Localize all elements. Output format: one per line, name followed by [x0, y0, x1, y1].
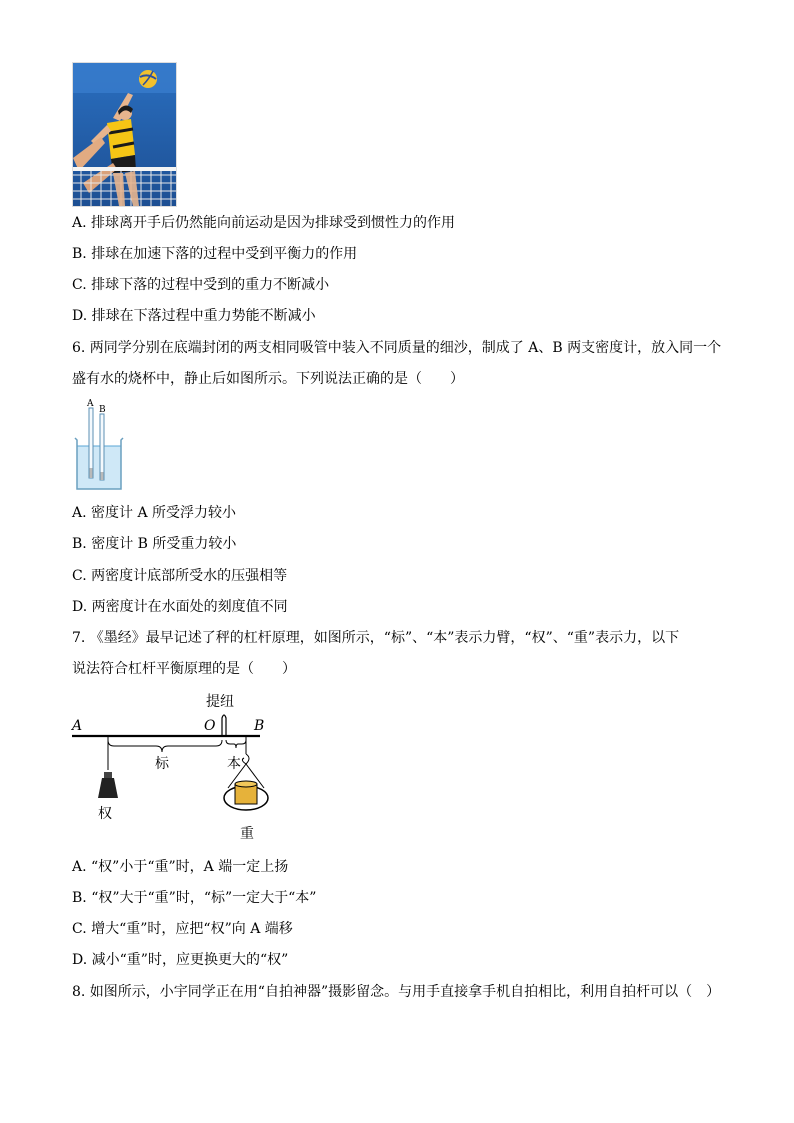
- q6-stem-line1: 6. 两同学分别在底端封闭的两支相同吸管中装入不同质量的细沙，制成了 A、B 两支密度计，放入同一个: [72, 340, 722, 356]
- q5-option-a: A. 排球离开手后仍然能向前运动是因为排球受到惯性力的作用: [72, 215, 456, 231]
- q6-stem-line2: 盛有水的烧杯中，静止后如图所示。下列说法正确的是（ ）: [72, 371, 464, 387]
- q7-option-a: A. “权”小于“重”时，A 端一定上扬: [72, 859, 289, 875]
- q5-option-b: B. 排球在加速下落的过程中受到平衡力的作用: [72, 246, 358, 262]
- q7-option-b: B. “权”大于“重”时，“标”一定大于“本”: [72, 890, 317, 906]
- q5-option-c: C. 排球下落的过程中受到的重力不断减小: [72, 277, 330, 293]
- steelyard-label-zhong: 重: [240, 826, 254, 842]
- volleyball-photo: [72, 62, 177, 207]
- steelyard-label-a: A: [72, 718, 83, 734]
- steelyard-label-b: B: [254, 718, 265, 734]
- q7-option-c: C. 增大“重”时，应把“权”向 A 端移: [72, 921, 293, 937]
- steelyard-label-ben: 本: [227, 756, 241, 772]
- q6-option-a: A. 密度计 A 所受浮力较小: [72, 505, 237, 521]
- q5-option-d: D. 排球在下落过程中重力势能不断减小: [72, 308, 316, 324]
- hydrometer-label-a: A: [87, 399, 94, 409]
- hydrometer-figure: [72, 396, 128, 498]
- q6-option-d: D. 两密度计在水面处的刻度值不同: [72, 599, 288, 615]
- q7-stem-line1: 7. 《墨经》最早记述了秤的杠杆原理，如图所示，“标”、“本”表示力臂，“权”、“重”表示力，以下: [72, 630, 680, 646]
- steelyard-label-o: O: [204, 718, 216, 734]
- steelyard-label-biao: 标: [155, 756, 169, 772]
- steelyard-figure: [68, 688, 278, 852]
- q7-stem-line2: 说法符合杠杆平衡原理的是（ ）: [72, 661, 296, 677]
- q6-option-b: B. 密度计 B 所受重力较小: [72, 536, 237, 552]
- steelyard-label-quan: 权: [98, 806, 112, 822]
- q6-option-c: C. 两密度计底部所受水的压强相等: [72, 568, 288, 584]
- hydrometer-label-b: B: [99, 405, 106, 415]
- q7-option-d: D. 减小“重”时，应更换更大的“权”: [72, 952, 289, 968]
- steelyard-label-tiniu: 提纽: [206, 694, 234, 710]
- q8-stem-line1: 8. 如图所示，小宇同学正在用“自拍神器”摄影留念。与用手直接拿手机自拍相比，利用自拍杆可以（ ）: [72, 984, 721, 1000]
